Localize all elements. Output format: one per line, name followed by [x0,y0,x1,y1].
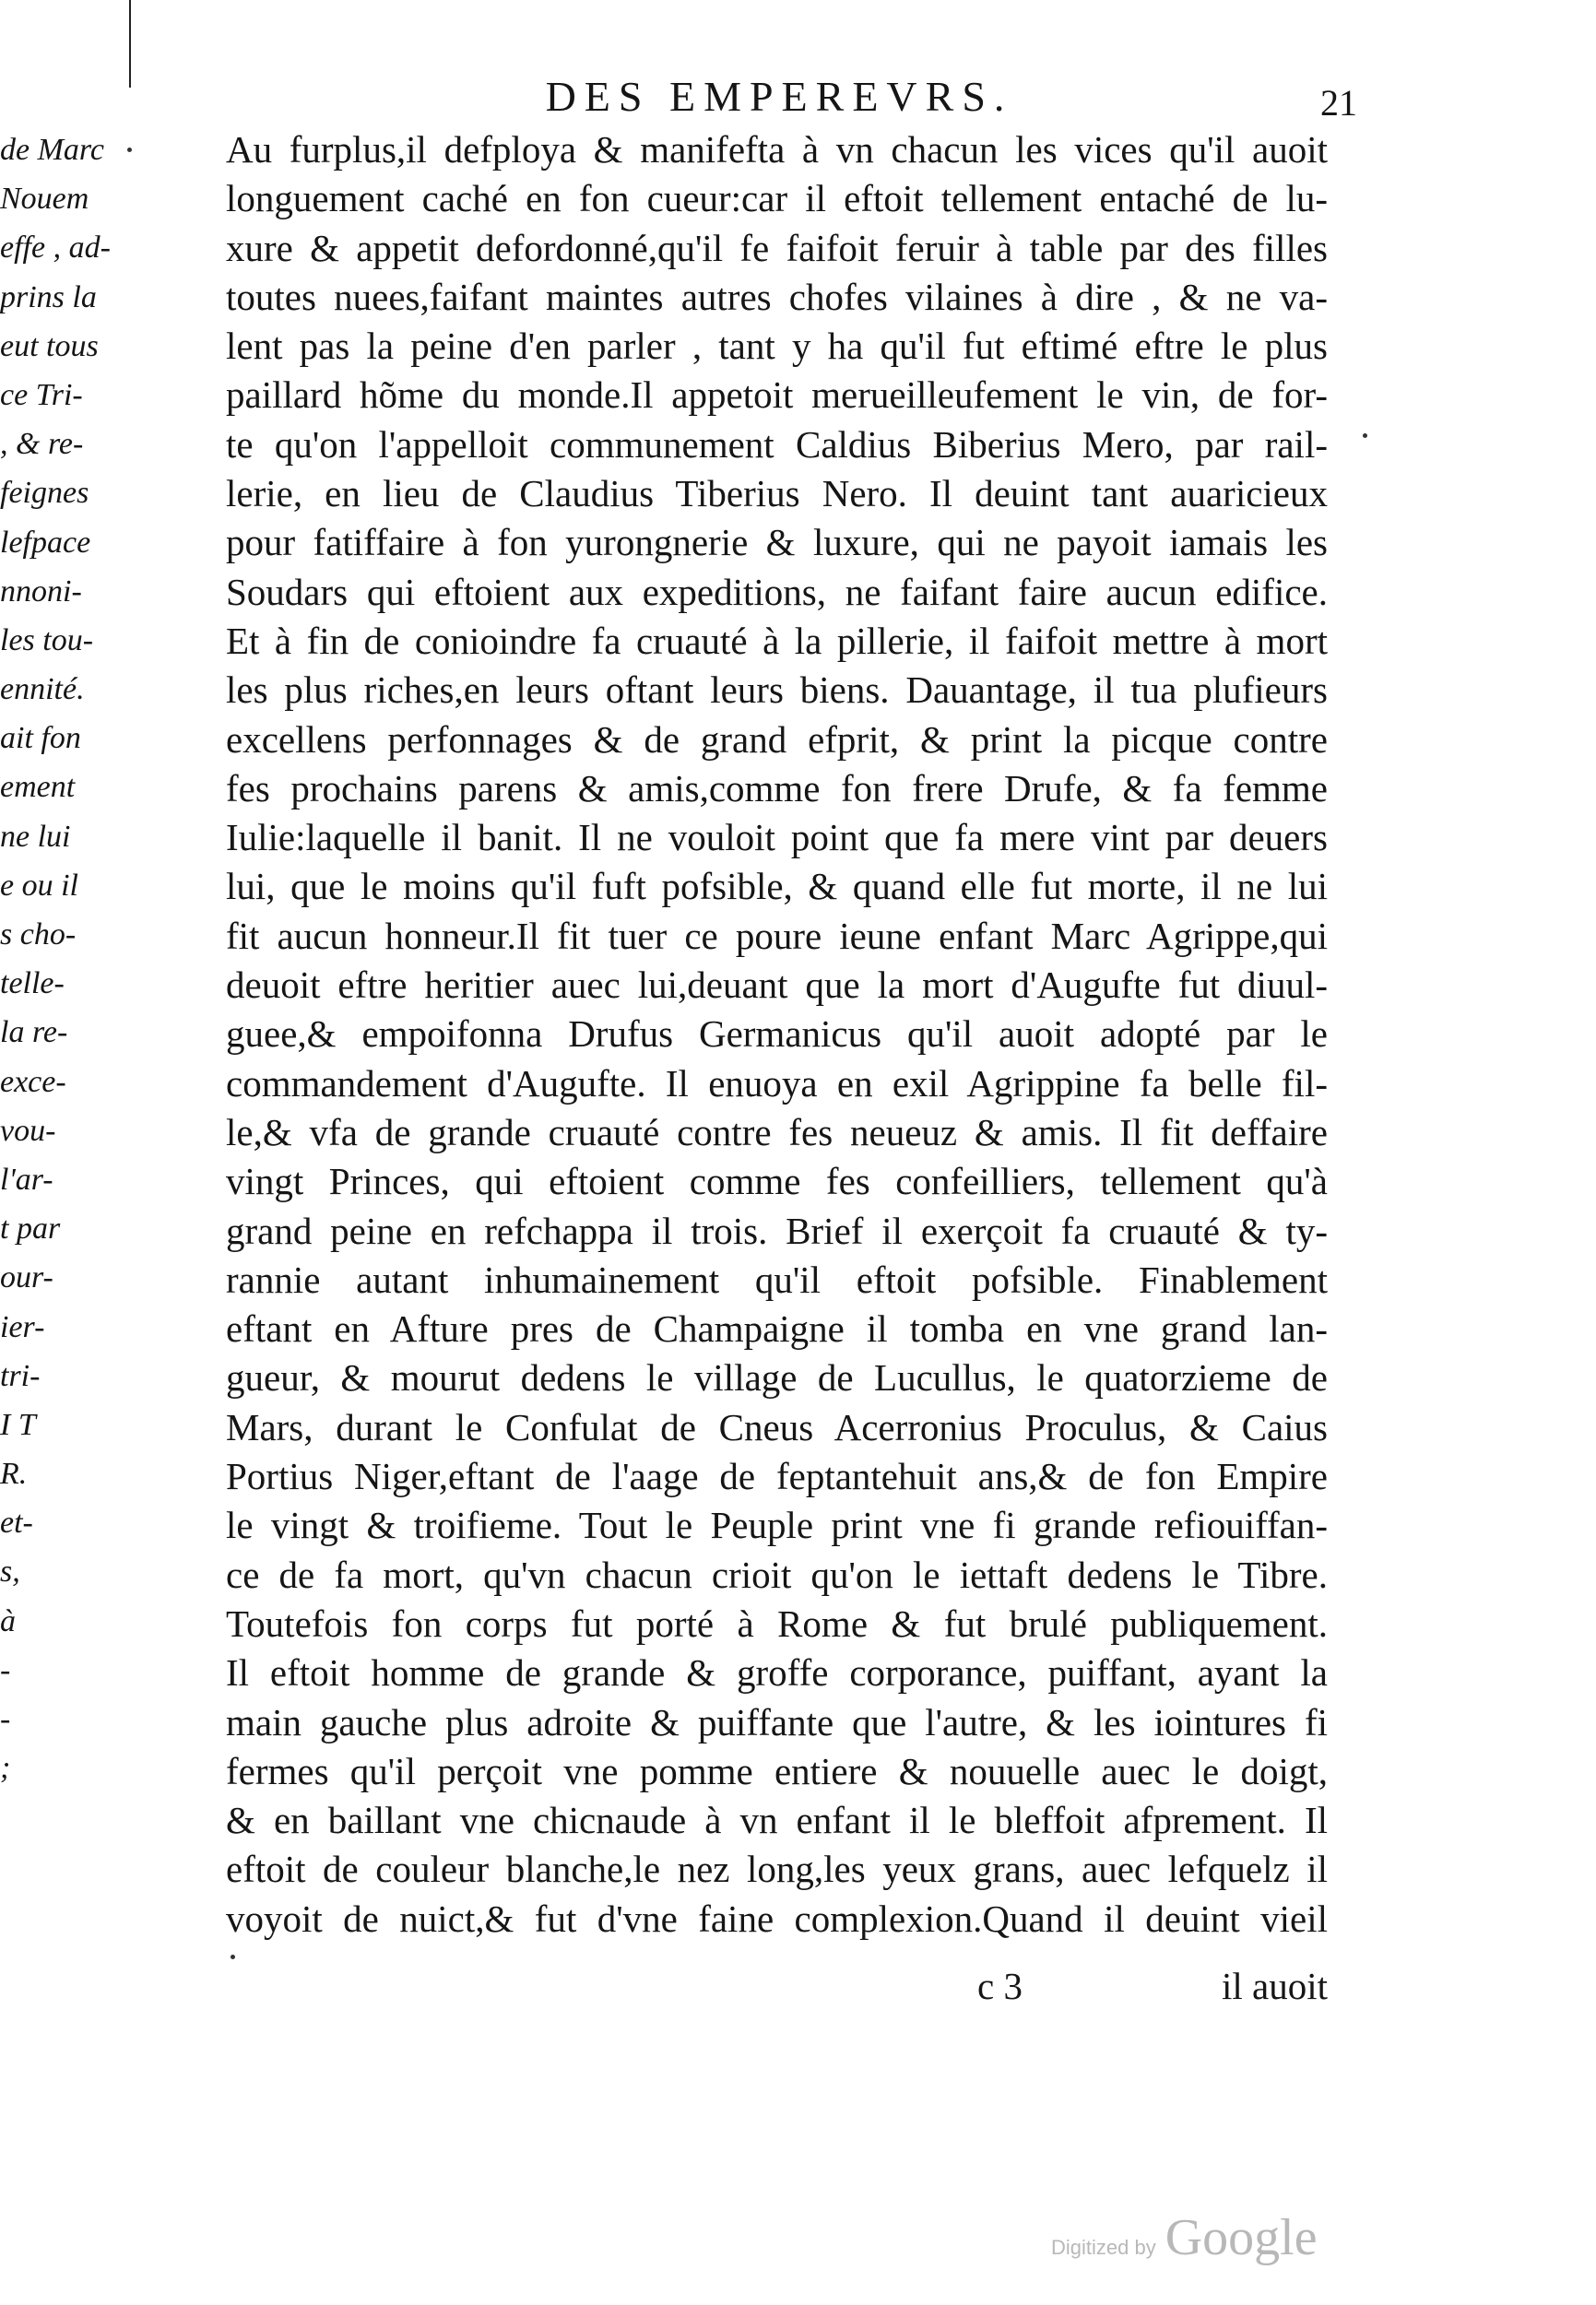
watermark-brand: Google [1164,2209,1318,2266]
text-line: ce de fa mort, qu'vn chacun crioit qu'on le iettaft dedens le Tibre. [226,1553,1328,1596]
text-line: toutes nuees,faifant maintes autres chofes vilaines à dire , & ne va- [226,275,1328,318]
margin-fragment: - [0,1702,11,1736]
margin-fragment: et- [0,1506,33,1541]
gutter-line [129,0,131,88]
text-line: Soudars qui eftoient aux expeditions, ne faifant faire aucun edifice. [226,570,1328,613]
text-line: pour fatiffaire à fon yurongnerie & luxure, qui ne payoit iamais les [226,521,1328,564]
margin-fragment: ait fon [0,721,81,756]
text-line: fes prochains parens & amis,comme fon frere Drufe, & fa femme [226,766,1328,810]
margin-fragment: vou- [0,1113,56,1148]
margin-fragment: à [0,1603,16,1638]
margin-fragment: , & re- [0,427,84,462]
margin-fragment: de Marc [0,133,104,167]
text-line: & en baillant vne chicnaude à vn enfant il le bleffoit afprement. Il [226,1799,1328,1842]
catchword: il auoit [1221,1965,1328,2007]
text-line: Au furplus,il defploya & manifefta à vn chacun les vices qu'il auoit [226,128,1328,171]
text-line: deuoit eftre heritier auec lui,deuant que la mort d'Augufte fut diuul- [226,963,1328,1007]
margin-fragment: s, [0,1554,20,1590]
text-line: fermes qu'il perçoit vne pomme entiere & nouuelle auec le doigt, [226,1749,1328,1792]
text-line: main gauche plus adroite & puiffante que l'autre, & les iointures fi [226,1700,1328,1744]
text-line: guee,& empoifonna Drufus Germanicus qu'il auoit adopté par le [226,1012,1328,1056]
text-line: fit aucun honneur.Il fit tuer ce poure ieune enfant Marc Agrippe,qui [226,914,1328,957]
margin-fragment: e ou il [0,868,78,903]
text-line: Et à fin de conioindre fa cruauté à la pillerie, il faifoit mettre à mort [226,619,1328,662]
text-line: les plus riches,en leurs oftant leurs biens. Dauantage, il tua plufieurs [226,668,1328,712]
margin-fragment: our- [0,1260,53,1295]
text-line: gueur, & mourut dedens le village de Lucullus, le quatorzieme de [226,1356,1328,1400]
text-line: le,& vfa de grande cruauté contre fes neueuz & amis. Il fit deffaire [226,1110,1328,1153]
text-line: xure & appetit defordonné,qu'il fe faifoit feruir à table par des filles [226,226,1328,269]
margin-fragment: - [0,1652,11,1687]
margin-fragment: I T [0,1407,36,1442]
margin-fragment: ne lui [0,819,71,854]
text-line: te qu'on l'appelloit communement Caldius Biberius Mero, par rail- [226,422,1328,466]
text-line: excellens perfonnages & de grand efprit, & print la picque contre [226,717,1328,761]
margin-fragment: la re- [0,1015,68,1050]
text-line: Portius Niger,eftant de l'aage de feptantehuit ans,& de fon Empire [226,1455,1328,1498]
text-line: Il eftoit homme de grande & groffe corporance, puiffant, ayant la [226,1651,1328,1695]
watermark-prefix: Digitized by [1051,2236,1156,2259]
text-line: paillard hõme du monde.Il appetoit merueilleufement le vin, de for- [226,373,1328,417]
margin-fragment: l'ar- [0,1162,53,1197]
text-line: lerie, en lieu de Claudius Tiberius Nero. Il deuint tant auaricieux [226,472,1328,515]
margin-fragment: eut tous [0,328,99,363]
margin-fragment: telle- [0,966,65,1001]
margin-fragment: feignes [0,476,89,511]
signature-mark: c 3 [977,1965,1023,2007]
margin-fragment: ce Tri- [0,377,83,412]
margin-fragment: les tou- [0,622,94,657]
body-text [226,125,1328,1944]
ink-speck [231,1955,235,1959]
margin-fragment: ier- [0,1309,45,1344]
margin-fragment: R. [0,1457,28,1492]
text-line: lent pas la peine d'en parler , tant y ha qu'il fut eftimé eftre le plus [226,325,1328,368]
margin-fragment: nnoni- [0,573,82,609]
text-line: commandement d'Augufte. Il enuoya en exil Agrippine fa belle fil- [226,1061,1328,1105]
running-title: DES EMPEREVRS. [545,73,1013,120]
folio-number: 21 [1320,82,1357,124]
margin-fragment: lefpace [0,525,91,560]
margin-fragment: ement [0,770,76,805]
margin-fragment: effe , ad- [0,230,111,266]
margin-fragment: ; [0,1751,11,1786]
ink-speck [1363,433,1367,438]
text-line: Toutefois fon corps fut porté à Rome & fut brulé publiquement. [226,1602,1328,1645]
margin-fragment: tri- [0,1358,41,1393]
text-line: le vingt & troifieme. Tout le Peuple print vne fi grande refiouiffan- [226,1504,1328,1547]
text-line: eftoit de couleur blanche,le nez long,les yeux grans, auec lefquelz il [226,1848,1328,1891]
margin-fragment: s cho- [0,917,77,952]
ink-speck [127,148,132,152]
text-line: Mars, durant le Confulat de Cneus Acerronius Proculus, & Caius [226,1405,1328,1448]
text-line: voyoit de nuict,& fut d'vne faine complexion.Quand il deuint vieil [226,1897,1328,1940]
digitization-watermark [1051,2208,1318,2267]
text-line: rannie autant inhumainement qu'il eftoit pofsible. Finablement [226,1258,1328,1301]
text-line: lui, que le moins qu'il fuft pofsible, & quand elle fut morte, il ne lui [226,865,1328,908]
text-line: grand peine en refchappa il trois. Brief il exerçoit fa cruauté & ty- [226,1209,1328,1252]
text-line: longuement caché en fon cueur:car il eftoit tellement entaché de lu- [226,177,1328,220]
margin-fragment: exce- [0,1064,66,1099]
margin-fragment: Nouem [0,182,89,217]
margin-fragment: ennité. [0,672,85,707]
text-line: vingt Princes, qui eftoient comme fes confeilliers, tellement qu'à [226,1160,1328,1203]
text-line: Iulie:laquelle il banit. Il ne vouloit point que fa mere vint par deuers [226,816,1328,859]
margin-fragment: t par [0,1212,61,1247]
margin-fragment: prins la [0,279,97,314]
text-line: eftant en Afture pres de Champaigne il tomba en vne grand lan- [226,1307,1328,1351]
adjacent-page-margin-fragments [0,125,111,1792]
